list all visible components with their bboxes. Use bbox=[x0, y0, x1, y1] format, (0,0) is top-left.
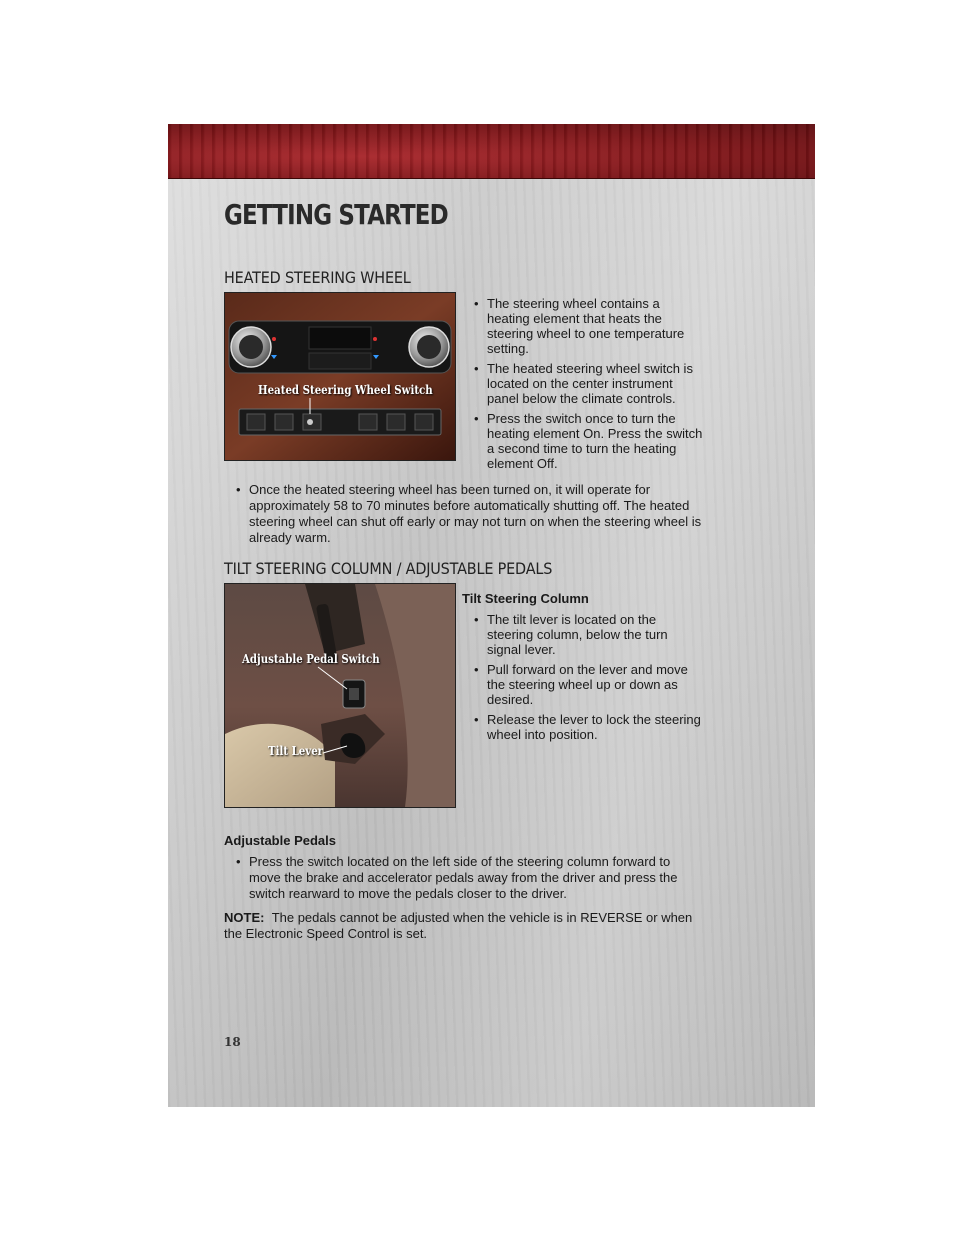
note-paragraph bbox=[224, 910, 704, 942]
climate-control-photo bbox=[224, 292, 456, 461]
note-text: The pedals cannot be adjusted when the vehicle is in REVERSE or when the Electronic Speed Control is set. bbox=[224, 910, 693, 941]
note-label: NOTE: bbox=[224, 910, 265, 925]
heated-wide-bullet: • Once the heated steering wheel has been turned on, it will operate for approximately 58 to 70 minutes before automatically shutting off. The heated steering wheel can shut off early or may not turn on when the steering wheel is already warm. bbox=[236, 482, 712, 546]
pedals-bullet-list bbox=[236, 854, 702, 907]
steering-column-photo bbox=[224, 583, 456, 808]
tilt-column-subheading: Tilt Steering Column bbox=[462, 591, 589, 606]
tilt-column-bullet: • Pull forward on the lever and move the steering wheel up or down as desired. bbox=[474, 662, 704, 707]
tilt-steering-heading: TILT STEERING COLUMN / ADJUSTABLE PEDALS bbox=[224, 559, 553, 578]
header-band bbox=[168, 124, 815, 179]
heated-bullet-list bbox=[474, 296, 704, 476]
steering-column-illustration bbox=[225, 584, 455, 807]
tilt-column-bullet: • Release the lever to lock the steering wheel into position. bbox=[474, 712, 704, 742]
tilt-lever-callout: Tilt Lever bbox=[268, 744, 324, 758]
adjustable-pedals-subheading: Adjustable Pedals bbox=[224, 833, 336, 848]
heated-bullet: • The heated steering wheel switch is located on the center instrument panel below the climate controls. bbox=[474, 361, 704, 406]
pedal-switch-callout: Adjustable Pedal Switch bbox=[242, 652, 380, 666]
heated-steering-wheel-heading: HEATED STEERING WHEEL bbox=[224, 268, 411, 287]
manual-page bbox=[168, 124, 815, 1107]
page-number: 18 bbox=[224, 1035, 241, 1049]
heated-bullet: • Press the switch once to turn the heating element On. Press the switch a second time to turn the heating element Off. bbox=[474, 411, 704, 471]
pedals-bullet: • Press the switch located on the left side of the steering column forward to move the brake and accelerator pedals away from the driver and press the switch rearward to move the pedals closer to the driver. bbox=[236, 854, 702, 902]
heated-switch-callout: Heated Steering Wheel Switch bbox=[258, 383, 433, 397]
page-title: GETTING STARTED bbox=[224, 198, 448, 231]
tilt-column-bullet-list bbox=[474, 612, 704, 747]
heated-wide-bullet-list bbox=[236, 482, 712, 551]
climate-control-illustration bbox=[225, 293, 455, 460]
heated-bullet: • The steering wheel contains a heating element that heats the steering wheel to one temperature setting. bbox=[474, 296, 704, 356]
tilt-column-bullet: • The tilt lever is located on the steering column, below the turn signal lever. bbox=[474, 612, 704, 657]
